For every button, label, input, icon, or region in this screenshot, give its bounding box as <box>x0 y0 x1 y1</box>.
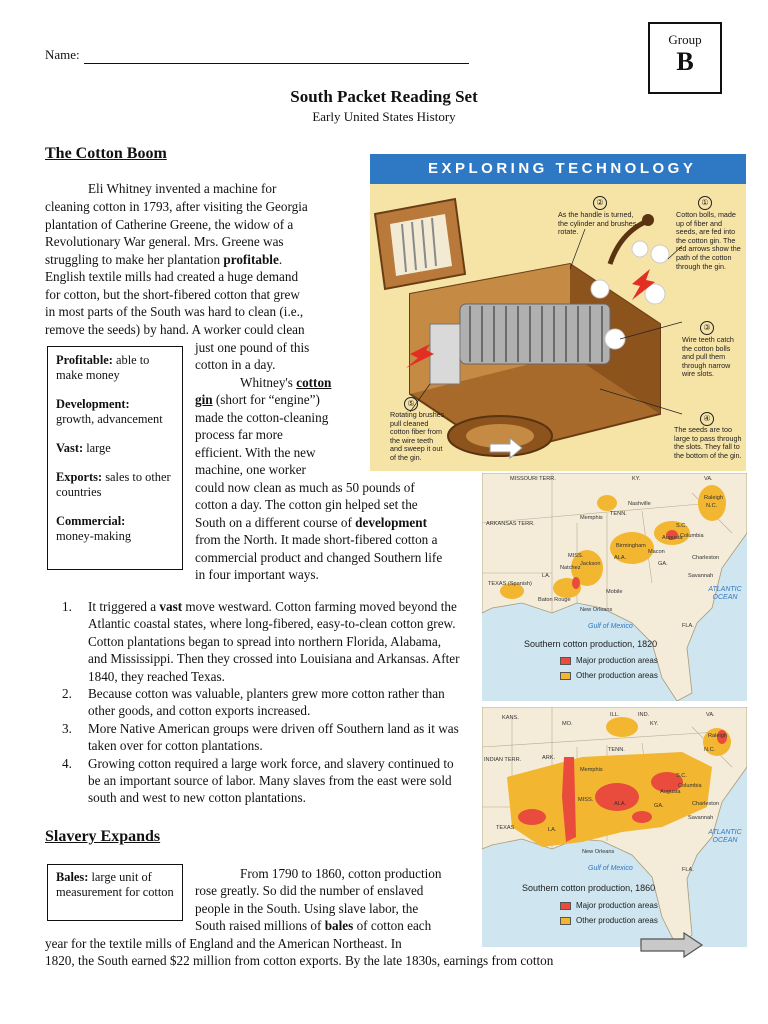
map-place-label: ALA. <box>614 801 627 807</box>
term-profitable: profitable <box>223 252 279 267</box>
legend-swatch-major <box>560 902 571 910</box>
page-subtitle: Early United States History <box>312 109 456 124</box>
map-place-label: N.C. <box>704 747 716 753</box>
step-caption: Cotton bolls, made up of fiber and seeds, are fed into the cotton gin. The red arrows show the path of the cotton through the gin. <box>676 210 741 271</box>
group-value: B <box>676 47 694 76</box>
map-place-label: INDIAN TERR. <box>484 757 522 763</box>
section-heading-cotton-boom: The Cotton Boom <box>45 145 167 162</box>
map-place-label: New Orleans <box>582 849 615 855</box>
legend-swatch-other <box>560 917 571 925</box>
map-cotton-1860 <box>482 707 747 947</box>
map-place-label: GA. <box>658 561 668 567</box>
para-line: in four important ways. <box>195 567 319 582</box>
map-place-label: S.C. <box>676 523 687 529</box>
map-place-label: FLA. <box>682 867 694 873</box>
para-line: in most parts of the South was hard to clean (i.e., <box>45 304 304 319</box>
para-line: from the North. It made short-fibered cotton a <box>195 532 438 547</box>
para-line: South on a different course of development <box>195 515 427 530</box>
para-line: people in the South. Using slave labor, the <box>195 901 419 916</box>
para-line: remove the seeds) by hand. A worker could clean <box>45 322 305 337</box>
step-number: ② <box>593 196 607 210</box>
map-place-label: Baton Rouge <box>538 597 571 603</box>
para-line: cleaning cotton in 1793, after visiting the Georgia <box>45 199 308 214</box>
list-item: 2. Because cotton was valuable, planters grew more cotton rather than other goods, and cotton exports increased. <box>62 686 445 719</box>
group-box <box>648 22 722 94</box>
para-line: English textile mills had created a huge demand <box>45 269 299 284</box>
step-number: ① <box>698 196 712 210</box>
para-line: cotton in a day. <box>195 357 276 372</box>
map-title: Southern cotton production, 1860 <box>522 883 656 893</box>
step-number: ⑤ <box>404 397 418 411</box>
map-place-label: TEXAS <box>496 825 515 831</box>
term-development: development <box>355 515 427 530</box>
name-blank-line[interactable] <box>84 51 469 64</box>
map-place-label: Charleston <box>692 555 720 561</box>
vocabulary-box: Bales: large unit of measurement for cotton <box>47 864 183 921</box>
term-cotton: cotton <box>296 375 332 390</box>
map-place-label: ARK. <box>542 755 556 761</box>
map-place-label: GA. <box>654 803 664 809</box>
para-line: year for the textile mills of England and the American Northeast. In <box>45 936 402 951</box>
map-place-label: Raleigh <box>708 733 727 739</box>
gulf-label: Gulf of Mexico <box>588 865 633 872</box>
map-place-label: Memphis <box>580 767 603 773</box>
group-label: Group <box>668 32 702 47</box>
map-place-label: ARKANSAS TERR. <box>486 521 535 527</box>
para-line: efficient. With the new <box>195 445 316 460</box>
ocean-label: ATLANTIC OCEAN <box>708 829 742 844</box>
legend-swatch-other <box>560 672 571 680</box>
map-place-label: Raleigh <box>704 495 723 501</box>
step-caption: Rotating brushes pull cleaned cotton fiber from the wire teeth and sweep it out of the gin. <box>390 410 445 462</box>
para-line: From 1790 to 1860, cotton production <box>240 866 442 881</box>
map-place-label: LA. <box>542 573 551 579</box>
legend-label-other: Other production areas <box>576 916 658 925</box>
map-place-label: TENN. <box>608 747 625 753</box>
illustration-header: EXPLORING TECHNOLOGY <box>370 154 746 184</box>
map-place-label: Birmingham <box>616 543 646 549</box>
para-line: for cotton, but the short-fibered cotton that grew <box>45 287 300 302</box>
vocab-entry: Development: growth, advancement <box>56 397 163 426</box>
map-place-label: Savannah <box>688 573 714 579</box>
map-place-label: Columbia <box>678 783 702 789</box>
vocab-entry: Commercial: money-making <box>56 514 132 543</box>
vocab-entry: Exports: sales to other countries <box>56 470 171 499</box>
legend-label-major: Major production areas <box>576 656 658 665</box>
page-title: South Packet Reading Set <box>290 87 478 106</box>
map-place-label: KY. <box>632 476 641 482</box>
map-place-label: Augusta <box>660 789 681 795</box>
term-vast: vast <box>159 599 183 614</box>
para-line: commercial product and changed Southern life <box>195 550 443 565</box>
para-line: rose greatly. So did the number of enslaved <box>195 883 424 898</box>
para-line: could now clean as much as 50 pounds of <box>195 480 415 495</box>
para-line: gin (short for “engine”) <box>195 392 320 407</box>
map-place-label: Natchez <box>560 565 581 571</box>
para-line: made the cotton-cleaning <box>195 410 329 425</box>
para-line: Revolutionary War general. Mrs. Greene was <box>45 234 284 249</box>
effects-list <box>62 598 462 807</box>
gulf-label: Gulf of Mexico <box>588 623 633 630</box>
para-line: just one pound of this <box>195 340 310 355</box>
map-cotton-1820 <box>482 473 747 701</box>
map-place-label: N.C. <box>706 503 718 509</box>
map-place-label: Augusta <box>662 535 683 541</box>
para-line: cotton a day. The cotton gin helped set the <box>195 497 418 512</box>
legend-label-major: Major production areas <box>576 901 658 910</box>
para-line: Eli Whitney invented a machine for <box>88 181 277 196</box>
map-title: Southern cotton production, 1820 <box>524 639 658 649</box>
step-caption: The seeds are too large to pass through the slots. They fall to the bottom of the gin. <box>674 425 742 460</box>
map-place-label: ALA. <box>614 555 627 561</box>
name-label: Name: <box>45 47 80 62</box>
map-place-label: IND. <box>638 712 650 718</box>
map-place-label: Macon <box>648 549 665 555</box>
step-caption: As the handle is turned, the cylinder and brushes rotate. <box>558 210 637 237</box>
map-1860-shapes <box>482 707 747 947</box>
legend-swatch-major <box>560 657 571 665</box>
map-place-label: Charleston <box>692 801 720 807</box>
next-page-button[interactable] <box>640 932 704 958</box>
para-line: process far more <box>195 427 283 442</box>
vocabulary-box <box>47 346 183 570</box>
map-place-label: Memphis <box>580 515 603 521</box>
map-place-label: VA. <box>706 712 715 718</box>
map-place-label: KANS. <box>502 715 519 721</box>
map-place-label: Columbia <box>680 533 704 539</box>
step-number: ④ <box>700 412 714 426</box>
step-number: ③ <box>700 321 714 335</box>
map-place-label: MO. <box>562 721 573 727</box>
map-place-label: KY. <box>650 721 659 727</box>
right-arrow-icon <box>640 932 704 958</box>
section-heading-slavery-expands: Slavery Expands <box>45 828 161 845</box>
map-place-label: Savannah <box>688 815 714 821</box>
para-line: South raised millions of bales of cotton each <box>195 918 432 933</box>
para-line: Whitney's cotton <box>240 375 332 390</box>
map-place-label: MISS. <box>568 553 584 559</box>
vocab-entry: Profitable: able to make money <box>56 353 150 382</box>
map-place-label: MISS. <box>578 797 594 803</box>
map-place-label: TENN. <box>610 511 627 517</box>
map-place-label: S.C. <box>676 773 687 779</box>
map-place-label: TEXAS (Spanish) <box>488 581 532 587</box>
term-gin: gin <box>195 392 213 407</box>
list-item: 3. More Native American groups were driven off Southern land as it was taken over for cotton plantations. <box>62 720 459 754</box>
map-place-label: New Orleans <box>580 607 613 613</box>
map-place-label: VA. <box>704 476 713 482</box>
para-line: 1820, the South earned $22 million from cotton exports. By the late 1830s, earnings from cotton <box>45 953 554 968</box>
list-item: 1. It triggered a vast move westward. Cotton farming moved beyond the Atlantic coastal states, where long-fibered, easy-to-clean cotton grew. Cotton plantations began to spread into northern Florida, Alabama, and Mississippi. Then they crossed into Louisiana and Arkansas. After 1840, they reached Texas. <box>62 599 460 684</box>
map-place-label: Mobile <box>606 589 623 595</box>
name-field-row <box>45 46 469 64</box>
map-place-label: LA. <box>548 827 557 833</box>
map-place-label: Nashville <box>628 501 651 507</box>
map-place-label: FLA. <box>682 623 694 629</box>
term-bales: bales <box>324 918 354 933</box>
vocab-entry: Vast: large <box>56 441 111 455</box>
para-line: plantation of Catherine Greene, the widow of a <box>45 217 294 232</box>
para-line: struggling to make her plantation profitable. <box>45 252 283 267</box>
map-place-label: ILL. <box>610 712 620 718</box>
map-place-label: Jackson <box>580 561 601 567</box>
cotton-gin-illustration <box>370 154 746 471</box>
ocean-label: ATLANTIC OCEAN <box>708 586 742 601</box>
map-place-label: MISSOURI TERR. <box>510 476 556 482</box>
step-caption: Wire teeth catch the cotton bolls and pull them through narrow wire slots. <box>682 335 734 379</box>
para-line: machine, one worker <box>195 462 306 477</box>
legend-label-other: Other production areas <box>576 671 658 680</box>
list-item: 4. Growing cotton required a large work force, and slavery continued to be an important source of labor. Many slaves from the east were sold south and west to new cotton plantations. <box>62 755 454 806</box>
